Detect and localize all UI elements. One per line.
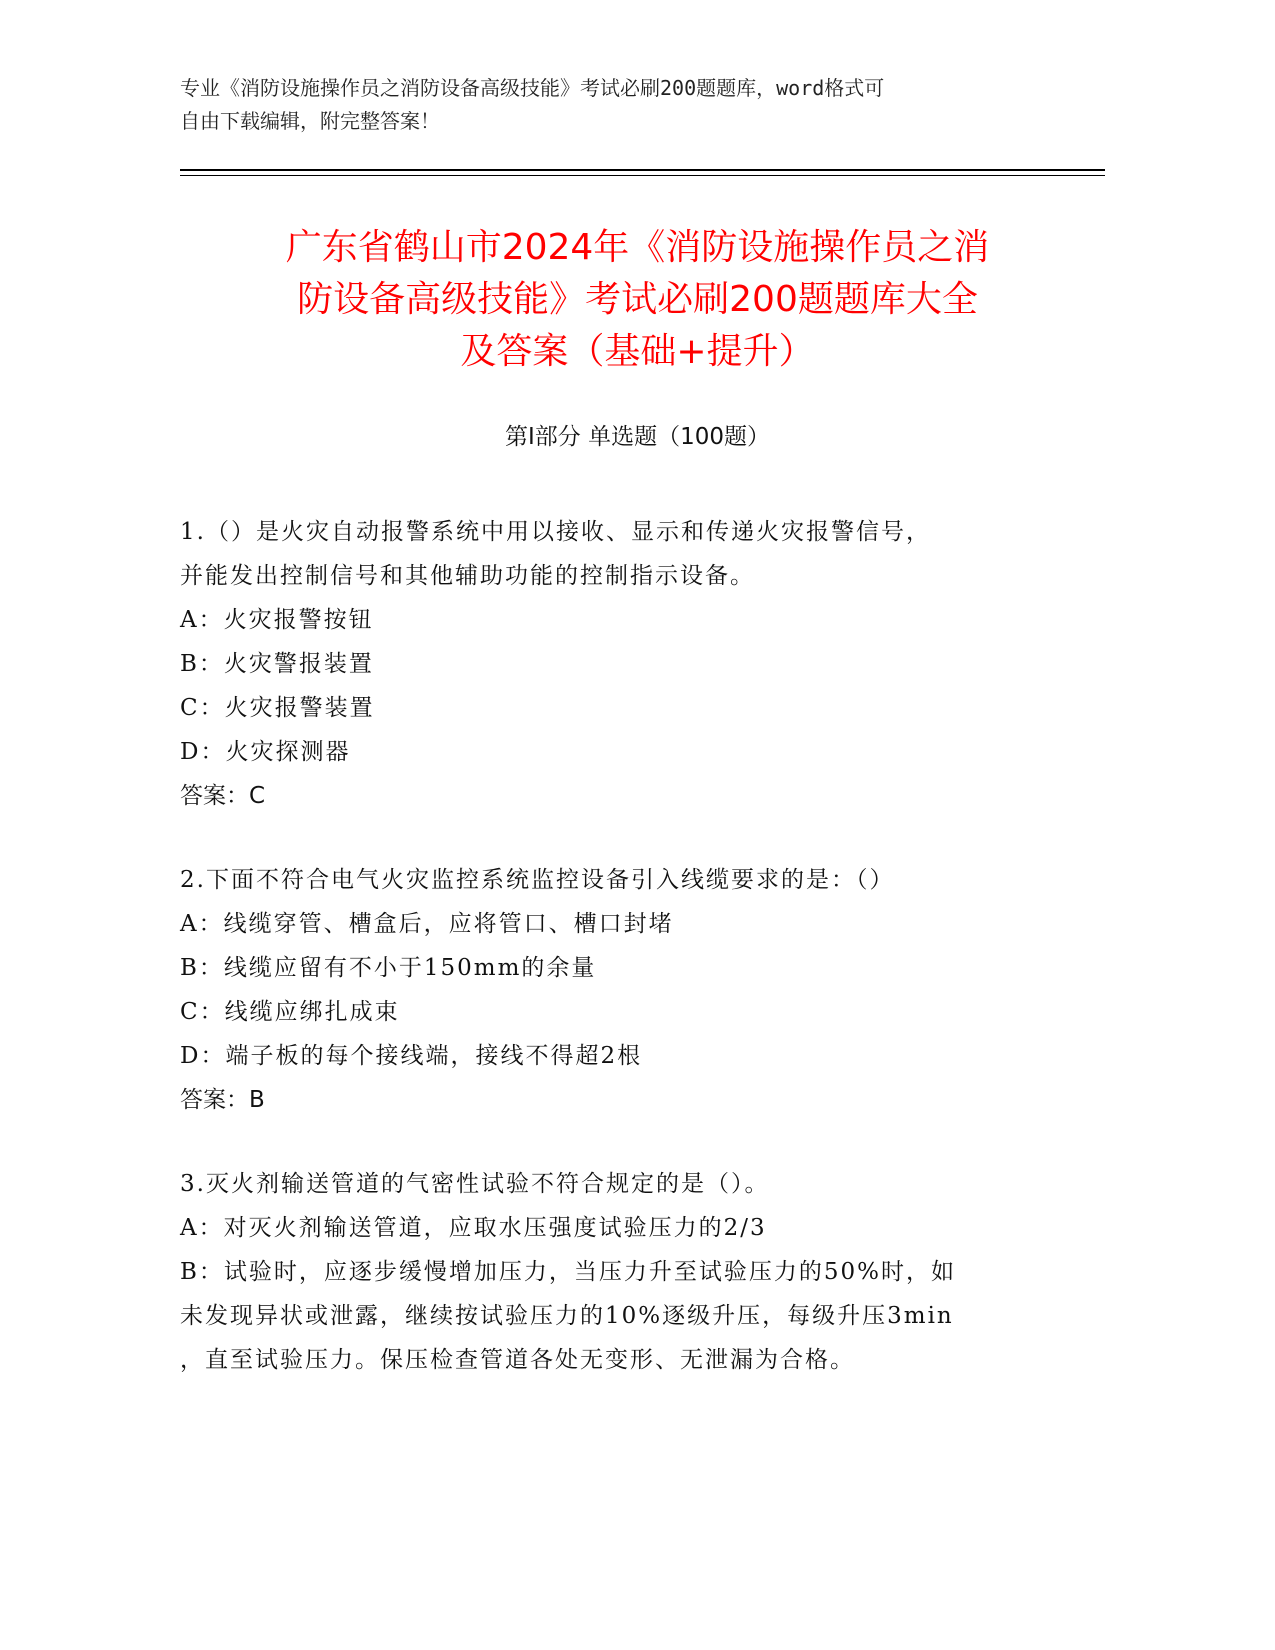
- stem-line: 并能发出控制信号和其他辅助功能的控制指示设备。: [180, 563, 755, 589]
- stem-line: 1.（）是火灾自动报警系统中用以接收、显示和传递火灾报警信号，: [180, 519, 931, 545]
- answer: 答案：B: [180, 1087, 265, 1113]
- option-a: A：线缆穿管、槽盒后，应将管口、槽口封堵: [180, 911, 674, 937]
- question-item: [180, 858, 1040, 1122]
- header-rule-thin: [180, 175, 1105, 176]
- question-item: [180, 510, 1040, 818]
- option-d: D：端子板的每个接线端，接线不得超2根: [180, 1043, 643, 1069]
- option-b: [180, 1250, 1040, 1382]
- option-line: ，直至试验压力。保压检查管道各处无变形、无泄漏为合格。: [180, 1347, 855, 1373]
- question-stem: [180, 858, 1040, 902]
- option-d: D：火灾探测器: [180, 739, 351, 765]
- header-rule-thick: [180, 169, 1105, 171]
- option-a: A：对灭火剂输送管道，应取水压强度试验压力的2/3: [180, 1215, 767, 1241]
- title-line: 及答案（基础+提升）: [460, 331, 815, 372]
- option-c: C：火灾报警装置: [180, 695, 375, 721]
- option-c: C：线缆应绑扎成束: [180, 999, 400, 1025]
- section-title: 第Ⅰ部分 单选题（100题）: [505, 424, 770, 450]
- option-line: 未发现异状或泄露，继续按试验压力的10%逐级升压，每级升压3min: [180, 1303, 954, 1329]
- document-title: [150, 222, 1125, 378]
- option-b: B：火灾警报装置: [180, 651, 374, 677]
- option-b: B：线缆应留有不小于150mm的余量: [180, 955, 597, 981]
- question-stem: [180, 1162, 1040, 1206]
- option-a: A：火灾报警按钮: [180, 607, 374, 633]
- stem-line: 2.下面不符合电气火灾监控系统监控设备引入线缆要求的是：（）: [180, 867, 895, 893]
- intro-text: [180, 72, 1040, 138]
- question-stem: [180, 510, 1040, 598]
- intro-line: 专业《消防设施操作员之消防设备高级技能》考试必刷200题题库，word格式可: [180, 76, 885, 100]
- question-list: [180, 510, 1040, 1422]
- intro-line: 自由下载编辑，附完整答案！: [180, 109, 440, 133]
- answer: 答案：C: [180, 783, 266, 809]
- option-line: B：试验时，应逐步缓慢增加压力，当压力升至试验压力的50%时，如: [180, 1259, 957, 1285]
- question-item: [180, 1162, 1040, 1382]
- title-line: 防设备高级技能》考试必刷200题题库大全: [297, 279, 978, 320]
- title-line: 广东省鹤山市2024年《消防设施操作员之消: [285, 227, 990, 268]
- stem-line: 3.灭火剂输送管道的气密性试验不符合规定的是（）。: [180, 1171, 770, 1197]
